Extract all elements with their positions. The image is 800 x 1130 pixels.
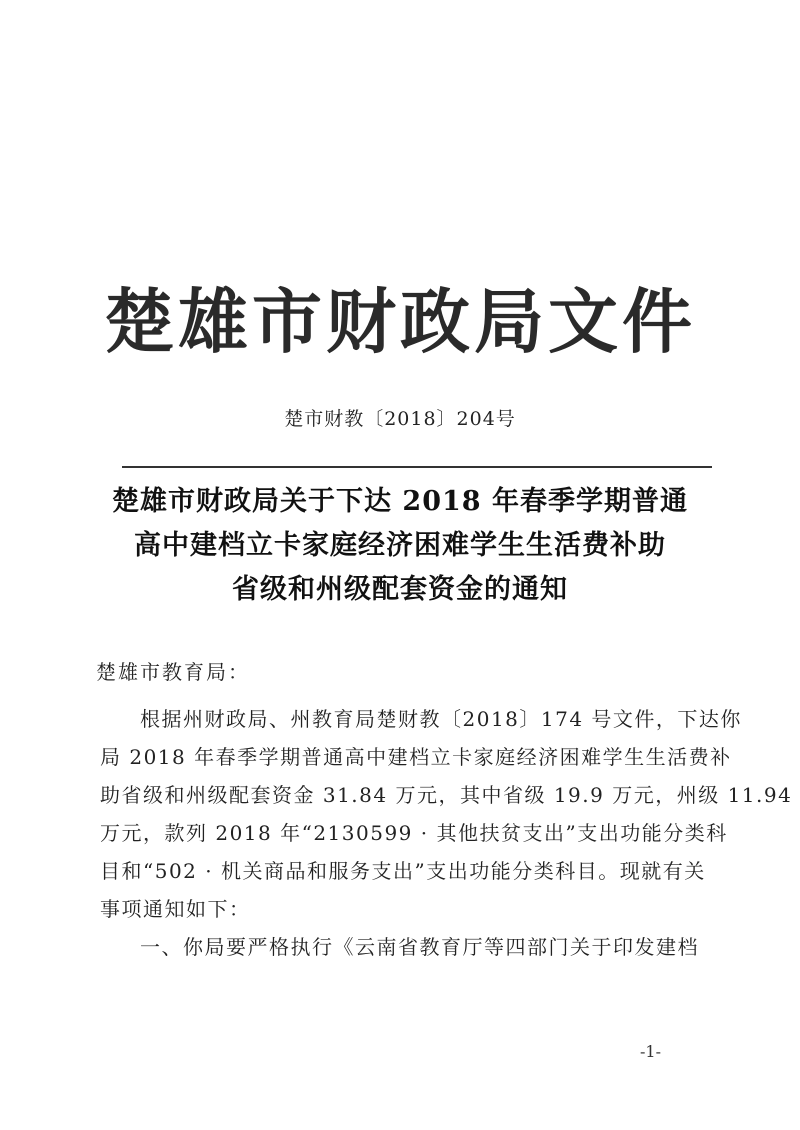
header-divider	[122, 466, 712, 468]
body-line: 根据州财政局、州教育局楚财教〔2018〕174 号文件，下达你	[140, 707, 742, 731]
salutation: 楚雄市教育局：	[96, 660, 250, 684]
document-body	[100, 700, 793, 966]
title-line: 高中建档立卡家庭经济困难学生生活费补助	[134, 530, 666, 561]
document-title	[0, 480, 800, 612]
body-line: 事项通知如下：	[100, 897, 251, 921]
body-line: 局 2018 年春季学期普通高中建档立卡家庭经济困难学生生活费补	[100, 745, 732, 769]
body-line: 一、你局要严格执行《云南省教育厅等四部门关于印发建档	[140, 935, 699, 959]
title-line: 省级和州级配套资金的通知	[232, 574, 568, 605]
title-line: 楚雄市财政局关于下达 2018 年春季学期普通	[112, 486, 688, 517]
document-number: 楚市财教〔2018〕204号	[284, 408, 516, 430]
body-line: 目和“502 · 机关商品和服务支出”支出功能分类科目。现就有关	[100, 859, 706, 883]
agency-document-header: 楚雄市财政局文件	[104, 280, 696, 363]
body-line: 助省级和州级配套资金 31.84 万元，其中省级 19.9 万元，州级 11.94	[100, 783, 793, 807]
body-line: 万元，款列 2018 年“2130599 · 其他扶贫支出”支出功能分类科	[100, 821, 728, 845]
page-number: -1-	[640, 1042, 661, 1061]
